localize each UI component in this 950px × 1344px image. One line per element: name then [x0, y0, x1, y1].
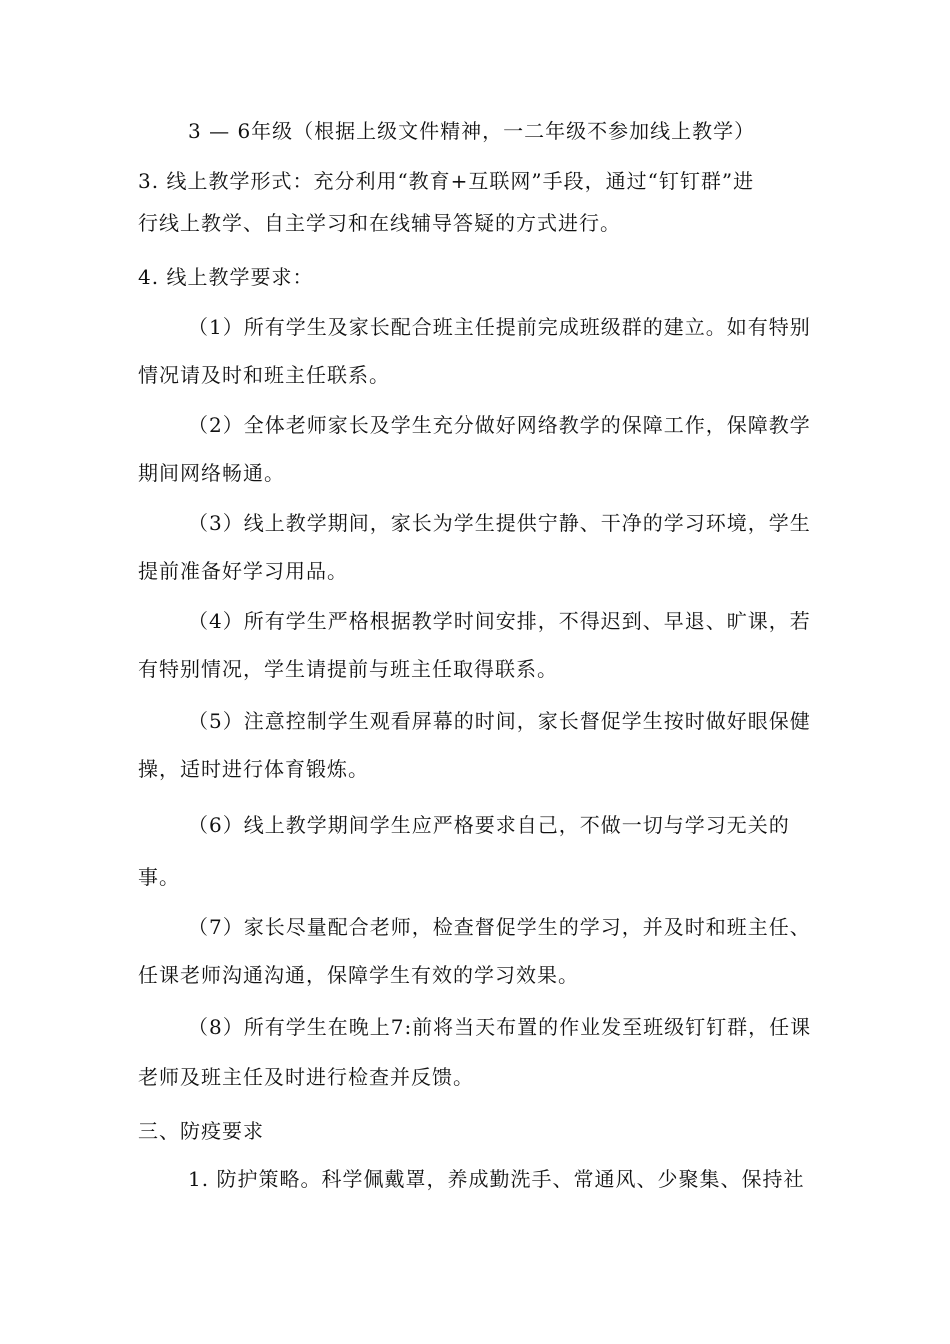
- item-3-line-2: 行线上教学、自主学习和在线辅导答疑的方式进行。: [138, 211, 621, 235]
- req-6-line-2: 事。: [138, 865, 180, 889]
- req-5-line-1: （5）注意控制学生观看屏幕的时间，家长督促学生按时做好眼保健: [188, 709, 811, 733]
- grade-scope-line: 3 — 6年级（根据上级文件精神，一二年级不参加线上教学）: [188, 119, 756, 143]
- section-3-heading: 三、防疫要求: [138, 1119, 264, 1143]
- req-6-line-1: （6）线上教学期间学生应严格要求自己，不做一切与学习无关的: [188, 813, 790, 837]
- req-4-line-1: （4）所有学生严格根据教学时间安排，不得迟到、早退、旷课，若: [188, 609, 811, 633]
- req-5-line-2: 操，适时进行体育锻炼。: [138, 757, 369, 781]
- req-3-line-1: （3）线上教学期间，家长为学生提供宁静、干净的学习环境，学生: [188, 511, 811, 535]
- req-1-line-1: （1）所有学生及家长配合班主任提前完成班级群的建立。如有特别: [188, 315, 811, 339]
- item-3-line-1: 3. 线上教学形式：充分利用“教育+互联网”手段，通过“钉钉群”进: [138, 169, 755, 193]
- req-4-line-2: 有特别情况，学生请提前与班主任取得联系。: [138, 657, 558, 681]
- req-7-line-1: （7）家长尽量配合老师，检查督促学生的学习，并及时和班主任、: [188, 915, 811, 939]
- req-3-line-2: 提前准备好学习用品。: [138, 559, 348, 583]
- req-1-line-2: 情况请及时和班主任联系。: [138, 363, 390, 387]
- prevention-item-1-line-1: 1. 防护策略。科学佩戴罩，养成勤洗手、常通风、少聚集、保持社: [188, 1167, 805, 1191]
- req-7-line-2: 任课老师沟通沟通，保障学生有效的学习效果。: [138, 963, 579, 987]
- item-4-heading: 4. 线上教学要求：: [138, 265, 314, 289]
- req-2-line-2: 期间网络畅通。: [138, 461, 285, 485]
- req-8-line-2: 老师及班主任及时进行检查并反馈。: [138, 1065, 474, 1089]
- req-2-line-1: （2）全体老师家长及学生充分做好网络教学的保障工作，保障教学: [188, 413, 811, 437]
- req-8-line-1: （8）所有学生在晚上7:前将当天布置的作业发至班级钉钉群，任课: [188, 1015, 812, 1039]
